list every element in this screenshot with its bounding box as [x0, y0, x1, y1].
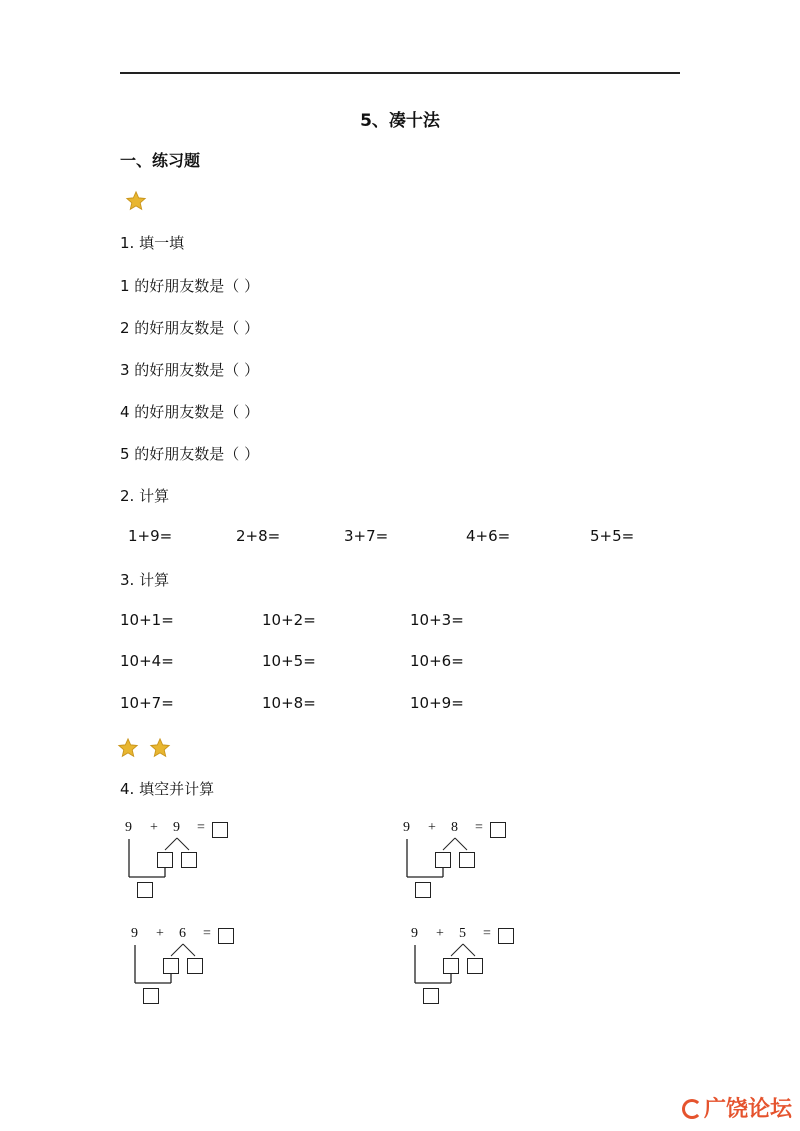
equals-sign: = — [475, 820, 483, 835]
make-ten-diagram — [398, 815, 518, 905]
star-icon — [117, 737, 139, 759]
q1-item: 4 的好朋友数是（ ） — [120, 403, 260, 421]
equals-sign: = — [483, 926, 491, 941]
make-ten-diagram — [406, 921, 526, 1011]
equals-sign: = — [197, 820, 205, 835]
split-box[interactable] — [435, 852, 451, 868]
sum-ten-box[interactable] — [415, 882, 431, 898]
watermark-text: 广饶论坛 — [703, 1097, 792, 1122]
split-box[interactable] — [187, 958, 203, 974]
q1-label: 1. 填一填 — [120, 234, 185, 252]
q1-item: 1 的好朋友数是（ ） — [120, 277, 260, 295]
addend-b: 8 — [451, 820, 458, 835]
section-heading: 一、练习题 — [120, 151, 201, 170]
q3-label: 3. 计算 — [120, 571, 170, 589]
q2-item: 3+7= — [344, 527, 389, 545]
watermark-logo — [682, 1092, 792, 1123]
addend-a: 9 — [403, 820, 410, 835]
split-box[interactable] — [443, 958, 459, 974]
q3-item: 10+3= — [410, 611, 464, 629]
plus-sign: + — [436, 926, 444, 941]
star-icon — [125, 190, 147, 212]
sum-ten-box[interactable] — [143, 988, 159, 1004]
split-box[interactable] — [157, 852, 173, 868]
make-ten-diagram — [120, 815, 240, 905]
sum-ten-box[interactable] — [423, 988, 439, 1004]
q3-item: 10+5= — [262, 652, 316, 670]
plus-sign: + — [150, 820, 158, 835]
q3-item: 10+1= — [120, 611, 174, 629]
q3-item: 10+7= — [120, 694, 174, 712]
sum-ten-box[interactable] — [137, 882, 153, 898]
q2-item: 1+9= — [128, 527, 173, 545]
star-icon — [149, 737, 171, 759]
equals-sign: = — [203, 926, 211, 941]
addend-b: 9 — [173, 820, 180, 835]
addend-a: 9 — [131, 926, 138, 941]
split-box[interactable] — [181, 852, 197, 868]
addend-a: 9 — [125, 820, 132, 835]
make-ten-diagram — [126, 921, 246, 1011]
plus-sign: + — [428, 820, 436, 835]
split-box[interactable] — [163, 958, 179, 974]
q3-item: 10+6= — [410, 652, 464, 670]
q3-item: 10+4= — [120, 652, 174, 670]
addend-a: 9 — [411, 926, 418, 941]
split-box[interactable] — [459, 852, 475, 868]
q1-item: 2 的好朋友数是（ ） — [120, 319, 260, 337]
split-box[interactable] — [467, 958, 483, 974]
q2-item: 5+5= — [590, 527, 635, 545]
addend-b: 6 — [179, 926, 186, 941]
plus-sign: + — [156, 926, 164, 941]
addend-b: 5 — [459, 926, 466, 941]
q1-item: 5 的好朋友数是（ ） — [120, 445, 260, 463]
q4-label: 4. 填空并计算 — [120, 780, 215, 798]
watermark-g-icon — [682, 1099, 702, 1119]
q2-item: 2+8= — [236, 527, 281, 545]
q2-label: 2. 计算 — [120, 487, 170, 505]
q1-item: 3 的好朋友数是（ ） — [120, 361, 260, 379]
q3-item: 10+9= — [410, 694, 464, 712]
q3-item: 10+2= — [262, 611, 316, 629]
page-title: 5、凑十法 — [360, 111, 440, 131]
top-rule — [120, 72, 680, 74]
q2-item: 4+6= — [466, 527, 511, 545]
q3-item: 10+8= — [262, 694, 316, 712]
